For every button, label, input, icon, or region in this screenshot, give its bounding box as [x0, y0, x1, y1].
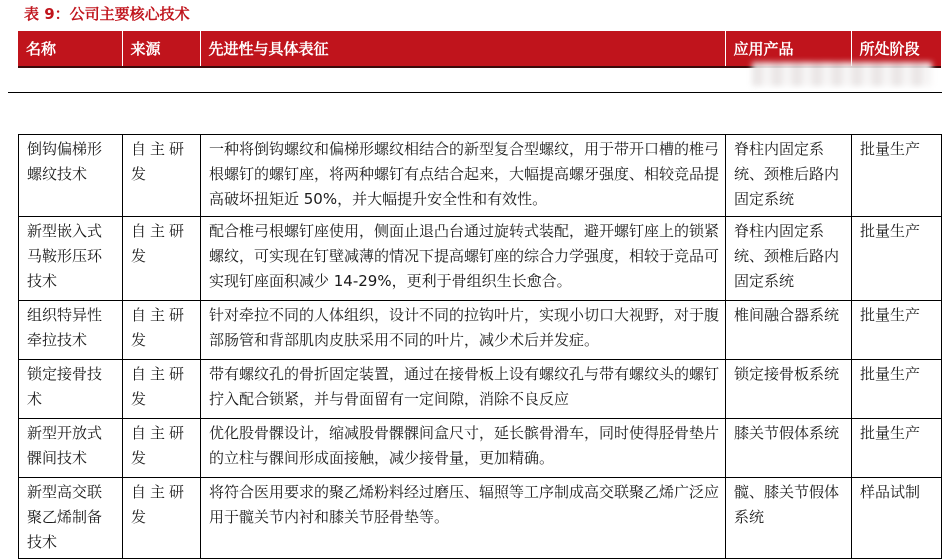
table-row — [19, 360, 942, 419]
cell-source: 自主研发 — [123, 419, 201, 478]
cell-product: 锁定接骨板系统 — [726, 360, 852, 419]
header-name: 名称 — [18, 31, 122, 67]
cell-stage: 批量生产 — [852, 217, 942, 301]
divider-line — [8, 92, 942, 93]
cell-name: 锁定接骨技术 — [19, 360, 123, 419]
cell-name: 倒钩偏梯形螺纹技术 — [19, 135, 123, 217]
cell-source: 自主研发 — [123, 301, 201, 360]
cell-source: 自主研发 — [123, 217, 201, 301]
cell-name: 组织特异性牵拉技术 — [19, 301, 123, 360]
table-row — [19, 301, 942, 360]
cell-detail: 优化股骨髁设计，缩减股骨髁髁间盒尺寸，延长髌骨滑车，同时使得胫骨垫片的立柱与髁间形成面接触，减少接骨量，更加精确。 — [201, 419, 726, 478]
cell-product: 髋、膝关节假体系统 — [726, 478, 852, 559]
header-product: 应用产品 — [725, 31, 851, 67]
cell-stage: 批量生产 — [852, 135, 942, 217]
cell-stage: 批量生产 — [852, 301, 942, 360]
cell-detail: 将符合医用要求的聚乙烯粉料经过磨压、辐照等工序制成高交联聚乙烯广泛应用于髋关节内衬和膝关节胫骨垫等。 — [201, 478, 726, 559]
cell-detail: 针对牵拉不同的人体组织，设计不同的拉钩叶片，实现小切口大视野，对于腹部肠管和背部肌肉皮肤采用不同的叶片，减少术后并发症。 — [201, 301, 726, 360]
cell-product: 脊柱内固定系统、颈椎后路内固定系统 — [726, 135, 852, 217]
cell-stage: 批量生产 — [852, 419, 942, 478]
table-row — [19, 217, 942, 301]
cell-name: 新型开放式髁间技术 — [19, 419, 123, 478]
table-row — [19, 419, 942, 478]
table-caption: 表 9：公司主要核心技术 — [24, 5, 190, 23]
cell-source: 自主研发 — [123, 478, 201, 559]
cell-name: 新型嵌入式马鞍形压环技术 — [19, 217, 123, 301]
header-stage: 所处阶段 — [851, 31, 941, 67]
cell-product: 膝关节假体系统 — [726, 419, 852, 478]
header-detail: 先进性与具体表征 — [200, 31, 725, 67]
table-row — [19, 478, 942, 559]
cell-source: 自主研发 — [123, 135, 201, 217]
cell-name: 新型高交联聚乙烯制备技术 — [19, 478, 123, 559]
header-source: 来源 — [122, 31, 200, 67]
tech-table — [18, 134, 942, 559]
cell-detail: 配合椎弓根螺钉座使用，侧面止退凸台通过旋转式装配，避开螺钉座上的锁紧螺纹，可实现在钉壁减薄的情况下提高螺钉座的综合力学强度，相较于竞品可实现钉座面积减少 14-29%，更利于骨组织生长愈合。 — [201, 217, 726, 301]
blurred-watermark — [752, 62, 932, 86]
cell-source: 自主研发 — [123, 360, 201, 419]
cell-stage: 样品试制 — [852, 478, 942, 559]
cell-product: 椎间融合器系统 — [726, 301, 852, 360]
table-row — [19, 135, 942, 217]
cell-product: 脊柱内固定系统、颈椎后路内固定系统 — [726, 217, 852, 301]
cell-stage: 批量生产 — [852, 360, 942, 419]
cell-detail: 一种将倒钩螺纹和偏梯形螺纹相结合的新型复合型螺纹，用于带开口槽的椎弓根螺钉的螺钉座，将两种螺钉有点结合起来，大幅提高螺牙强度、相较竞品提高破坏扭矩近 50%，并大幅提升安全性和有效性。 — [201, 135, 726, 217]
cell-detail: 带有螺纹孔的骨折固定装置，通过在接骨板上设有螺纹孔与带有螺纹头的螺钉拧入配合锁紧，并与骨面留有一定间隙，消除不良反应 — [201, 360, 726, 419]
